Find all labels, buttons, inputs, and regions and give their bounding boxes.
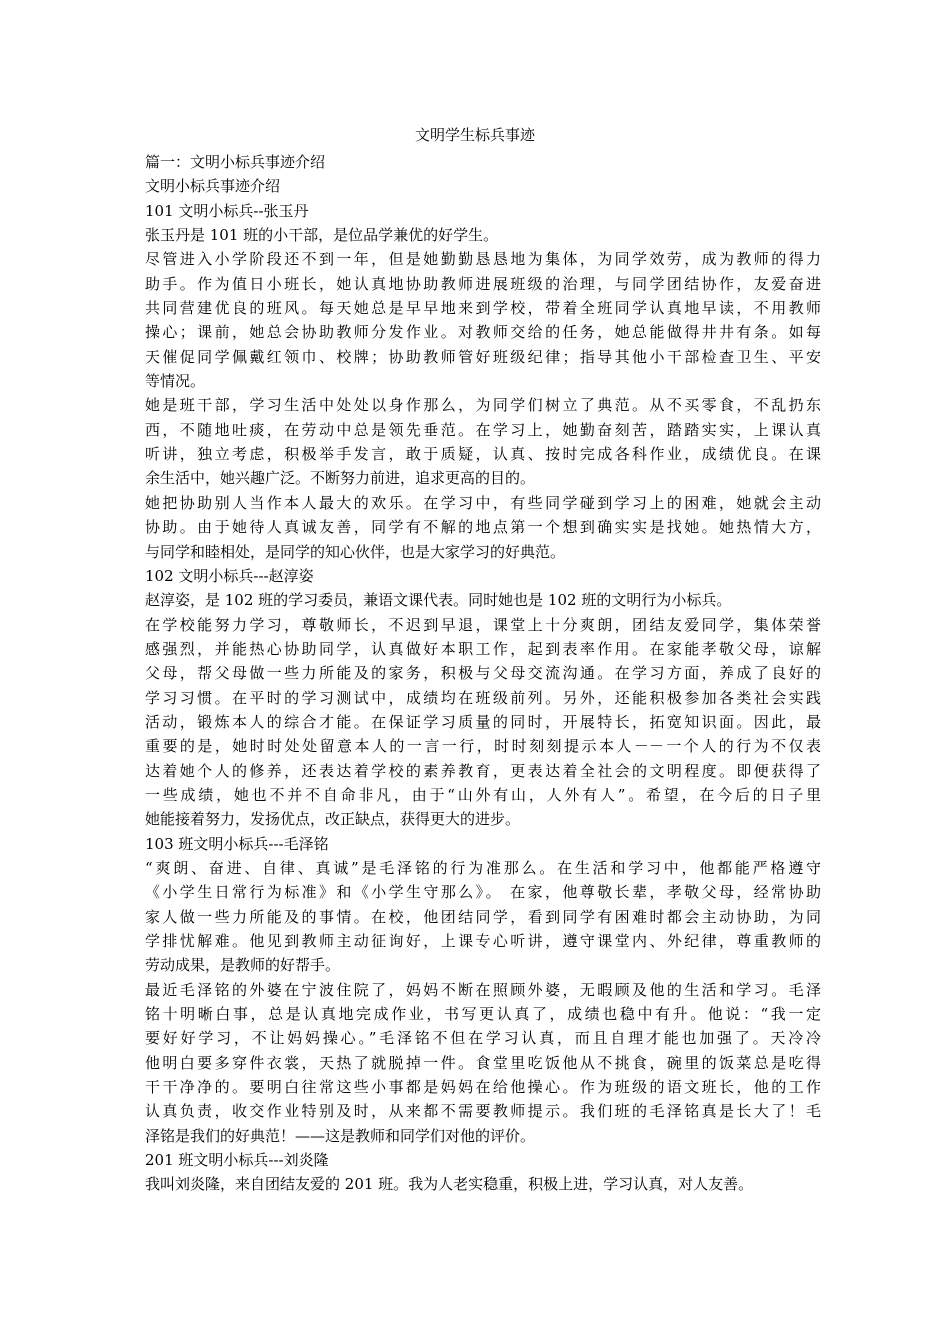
paragraph-line: 重要的是，她时时处处留意本人的一言一行，时时刻刻提示本人－－一个人的行为不仅表 bbox=[145, 737, 821, 756]
paragraph-line: 干干净净的。要明白往常这些小事都是妈妈在给他操心。作为班级的语文班长，他的工作 bbox=[145, 1078, 821, 1097]
paragraph-line: 在学校能努力学习，尊敬师长，不迟到早退，课堂上十分爽朗，团结友爱同学，集体荣誉 bbox=[145, 615, 821, 634]
paragraph-line: 学排忧解难。他见到教师主动征询好，上课专心听讲，遵守课堂内、外纪律，尊重教师的 bbox=[145, 932, 821, 950]
paragraph-line: 我叫刘炎隆，来自团结友爱的 201 班。我为人老实稳重，积极上进，学习认真，对人友善。 bbox=[145, 1175, 754, 1194]
paragraph-line: 学习习惯。在平时的学习测试中，成绩均在班级前列。另外，还能积极参加各类社会实践 bbox=[145, 688, 821, 707]
paragraph-line: 她是班干部，学习生活中处处以身作那么，为同学们树立了典范。从不买零食，不乱扔东 bbox=[145, 396, 821, 415]
paragraph-line: 达着她个人的修养，还表达着学校的素养教育，更表达着全社会的文明程度。即便获得了 bbox=[145, 761, 821, 780]
paragraph-line: “爽朗、奋进、自律、真诚”是毛泽铭的行为准那么。在生活和学习中，他都能严格遵守 bbox=[145, 858, 821, 877]
paragraph-line: 助手。作为值日小班长，她认真地协助教师进展班级的治理，与同学团结协作，友爱奋进 bbox=[145, 274, 821, 293]
paragraph-line: 听讲，独立考虑，积极举手发言，敢于质疑，认真、按时完成各科作业，成绩优良。在课 bbox=[145, 445, 821, 464]
student-heading: 201 班文明小标兵---刘炎隆 bbox=[145, 1151, 329, 1170]
paragraph-line: 要好好学习，不让妈妈操心。”毛泽铭不但在学习认真，而且自理才能也加强了。天冷冷 bbox=[145, 1029, 821, 1048]
student-heading: 103 班文明小标兵---毛泽铭 bbox=[145, 834, 329, 853]
paragraph-line: 操心；课前，她总会协助教师分发作业。对教师交给的任务，她总能做得井井有条。如每 bbox=[145, 323, 821, 342]
student-heading: 101 文明小标兵--张玉丹 bbox=[145, 201, 309, 220]
paragraph-line: 认真负责，收交作业特别及时，从来都不需要教师提示。我们班的毛泽铭真是长大了！毛 bbox=[145, 1102, 821, 1121]
paragraph-line: 最近毛泽铭的外婆在宁波住院了，妈妈不断在照顾外婆，无暇顾及他的生活和学习。毛泽 bbox=[145, 980, 821, 999]
paragraph-line: 赵淳姿，是 102 班的学习委员，兼语文课代表。同时她也是 102 班的文明行为小标兵。 bbox=[145, 591, 732, 610]
paragraph-line: 尽管进入小学阶段还不到一年，但是她勤勤恳恳地为集体，为同学效劳，成为教师的得力 bbox=[145, 250, 821, 269]
section-heading: 篇一：文明小标兵事迹介绍 bbox=[145, 153, 326, 171]
paragraph-line: 父母，帮父母做一些力所能及的家务，积极与父母交流沟通。在学习方面，养成了良好的 bbox=[145, 664, 821, 683]
paragraph-line: 他明白要多穿件衣裳，天热了就脱掉一件。食堂里吃饭他从不挑食，碗里的饭菜总是吃得 bbox=[145, 1053, 821, 1072]
paragraph-line: 天催促同学佩戴红领巾、校牌；协助教师管好班级纪律；指导其他小干部检查卫生、平安 bbox=[145, 347, 821, 366]
paragraph-line: 劳动成果，是教师的好帮手。 bbox=[145, 956, 341, 975]
paragraph-line: 铭十明晰白事，总是认真地完成作业，书写更认真了，成绩也稳中有升。他说：“我一定 bbox=[145, 1005, 821, 1024]
document-title: 文明学生标兵事迹 bbox=[414, 126, 535, 144]
paragraph-line: 共同营建优良的班风。每天她总是早早地来到学校，带着全班同学认真地早读，不用教师 bbox=[145, 299, 821, 318]
document-body bbox=[145, 150, 821, 1197]
paragraph-line: 她能接着努力，发扬优点，改正缺点，获得更大的进步。 bbox=[145, 810, 521, 829]
paragraph-line: 等情况。 bbox=[145, 372, 206, 391]
paragraph-line: 《小学生日常行为标准》和《小学生守那么》。 在家，他尊敬长辈，孝敬父母，经常协助 bbox=[145, 883, 821, 902]
paragraph-line: 协助。由于她待人真诚友善，同学有不解的地点第一个想到确实实是找她。她热情大方， bbox=[145, 518, 821, 537]
paragraph-line: 她把协助别人当作本人最大的欢乐。在学习中，有些同学碰到学习上的困难，她就会主动 bbox=[145, 493, 821, 512]
paragraph-line: 西，不随地吐痰，在劳动中总是领先垂范。在学习上，她勤奋刻苦，踏踏实实，上课认真 bbox=[145, 420, 821, 439]
paragraph-line: 一些成绩，她也不并不自命非凡，由于“山外有山，人外有人”。希望，在今后的日子里 bbox=[145, 785, 821, 804]
paragraph-line: 活动，锻炼本人的综合才能。在保证学习质量的同时，开展特长，拓宽知识面。因此，最 bbox=[145, 712, 821, 731]
paragraph-line: 泽铭是我们的好典范！——这是教师和同学们对他的评价。 bbox=[145, 1126, 536, 1145]
paragraph-line: 张玉丹是 101 班的小干部，是位品学兼优的好学生。 bbox=[145, 226, 499, 245]
section-subheading: 文明小标兵事迹介绍 bbox=[145, 177, 281, 196]
paragraph-line: 与同学和睦相处，是同学的知心伙伴，也是大家学习的好典范。 bbox=[145, 542, 566, 561]
paragraph-line: 家人做一些力所能及的事情。在校，他团结同学，看到同学有困难时都会主动协助，为同 bbox=[145, 907, 821, 926]
paragraph-line: 余生活中，她兴趣广泛。不断努力前进，追求更高的目的。 bbox=[145, 469, 536, 488]
paragraph-line: 感强烈，并能热心协助同学，认真做好本职工作，起到表率作用。在家能孝敬父母，谅解 bbox=[145, 639, 821, 658]
student-heading: 102 文明小标兵---赵淳姿 bbox=[145, 566, 314, 585]
